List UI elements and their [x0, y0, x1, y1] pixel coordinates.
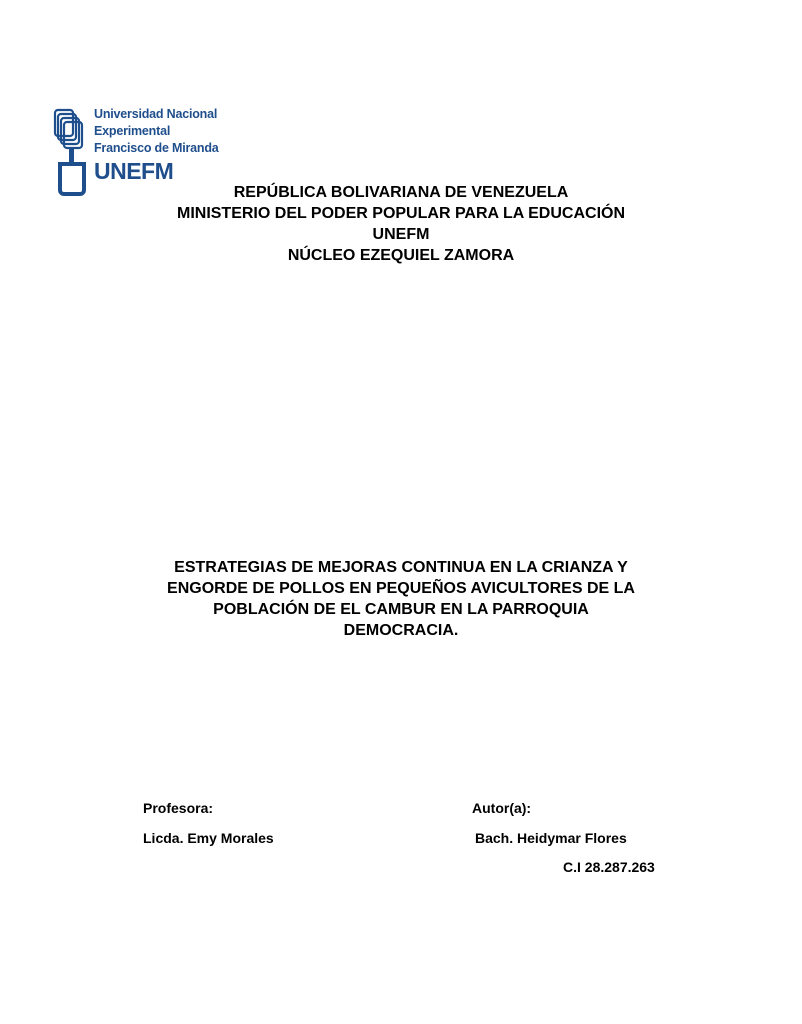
institution-header	[0, 182, 802, 266]
author-label: Autor(a):	[472, 800, 532, 816]
title-line-4: DEMOCRACIA.	[343, 622, 459, 639]
header-line-country: REPÚBLICA BOLIVARIANA DE VENEZUELA	[233, 184, 569, 201]
title-line-3: POBLACIÓN DE EL CAMBUR EN LA PARROQUIA	[213, 601, 589, 618]
professor-label: Profesora:	[143, 800, 214, 816]
header-line-university: UNEFM	[372, 226, 430, 243]
document-title	[0, 557, 802, 641]
header-line-ministry: MINISTERIO DEL PODER POPULAR PARA LA EDUCACIÓN	[176, 205, 626, 222]
header-line-nucleus: NÚCLEO EZEQUIEL ZAMORA	[287, 247, 515, 264]
title-line-1: ESTRATEGIAS DE MEJORAS CONTINUA EN LA CRIANZA Y	[174, 559, 628, 576]
logo-text-line-3: Francisco de Miranda	[94, 141, 219, 155]
author-id: C.I 28.287.263	[563, 859, 655, 875]
professor-name: Licda. Emy Morales	[143, 830, 274, 846]
logo-text-line-2: Experimental	[94, 124, 171, 138]
title-line-2: ENGORDE DE POLLOS EN PEQUEÑOS AVICULTORES DE LA	[167, 580, 635, 597]
logo-acronym: UNEFM	[94, 158, 174, 184]
logo-text-line-1: Universidad Nacional	[94, 107, 218, 121]
author-name: Bach. Heidymar Flores	[475, 830, 627, 846]
